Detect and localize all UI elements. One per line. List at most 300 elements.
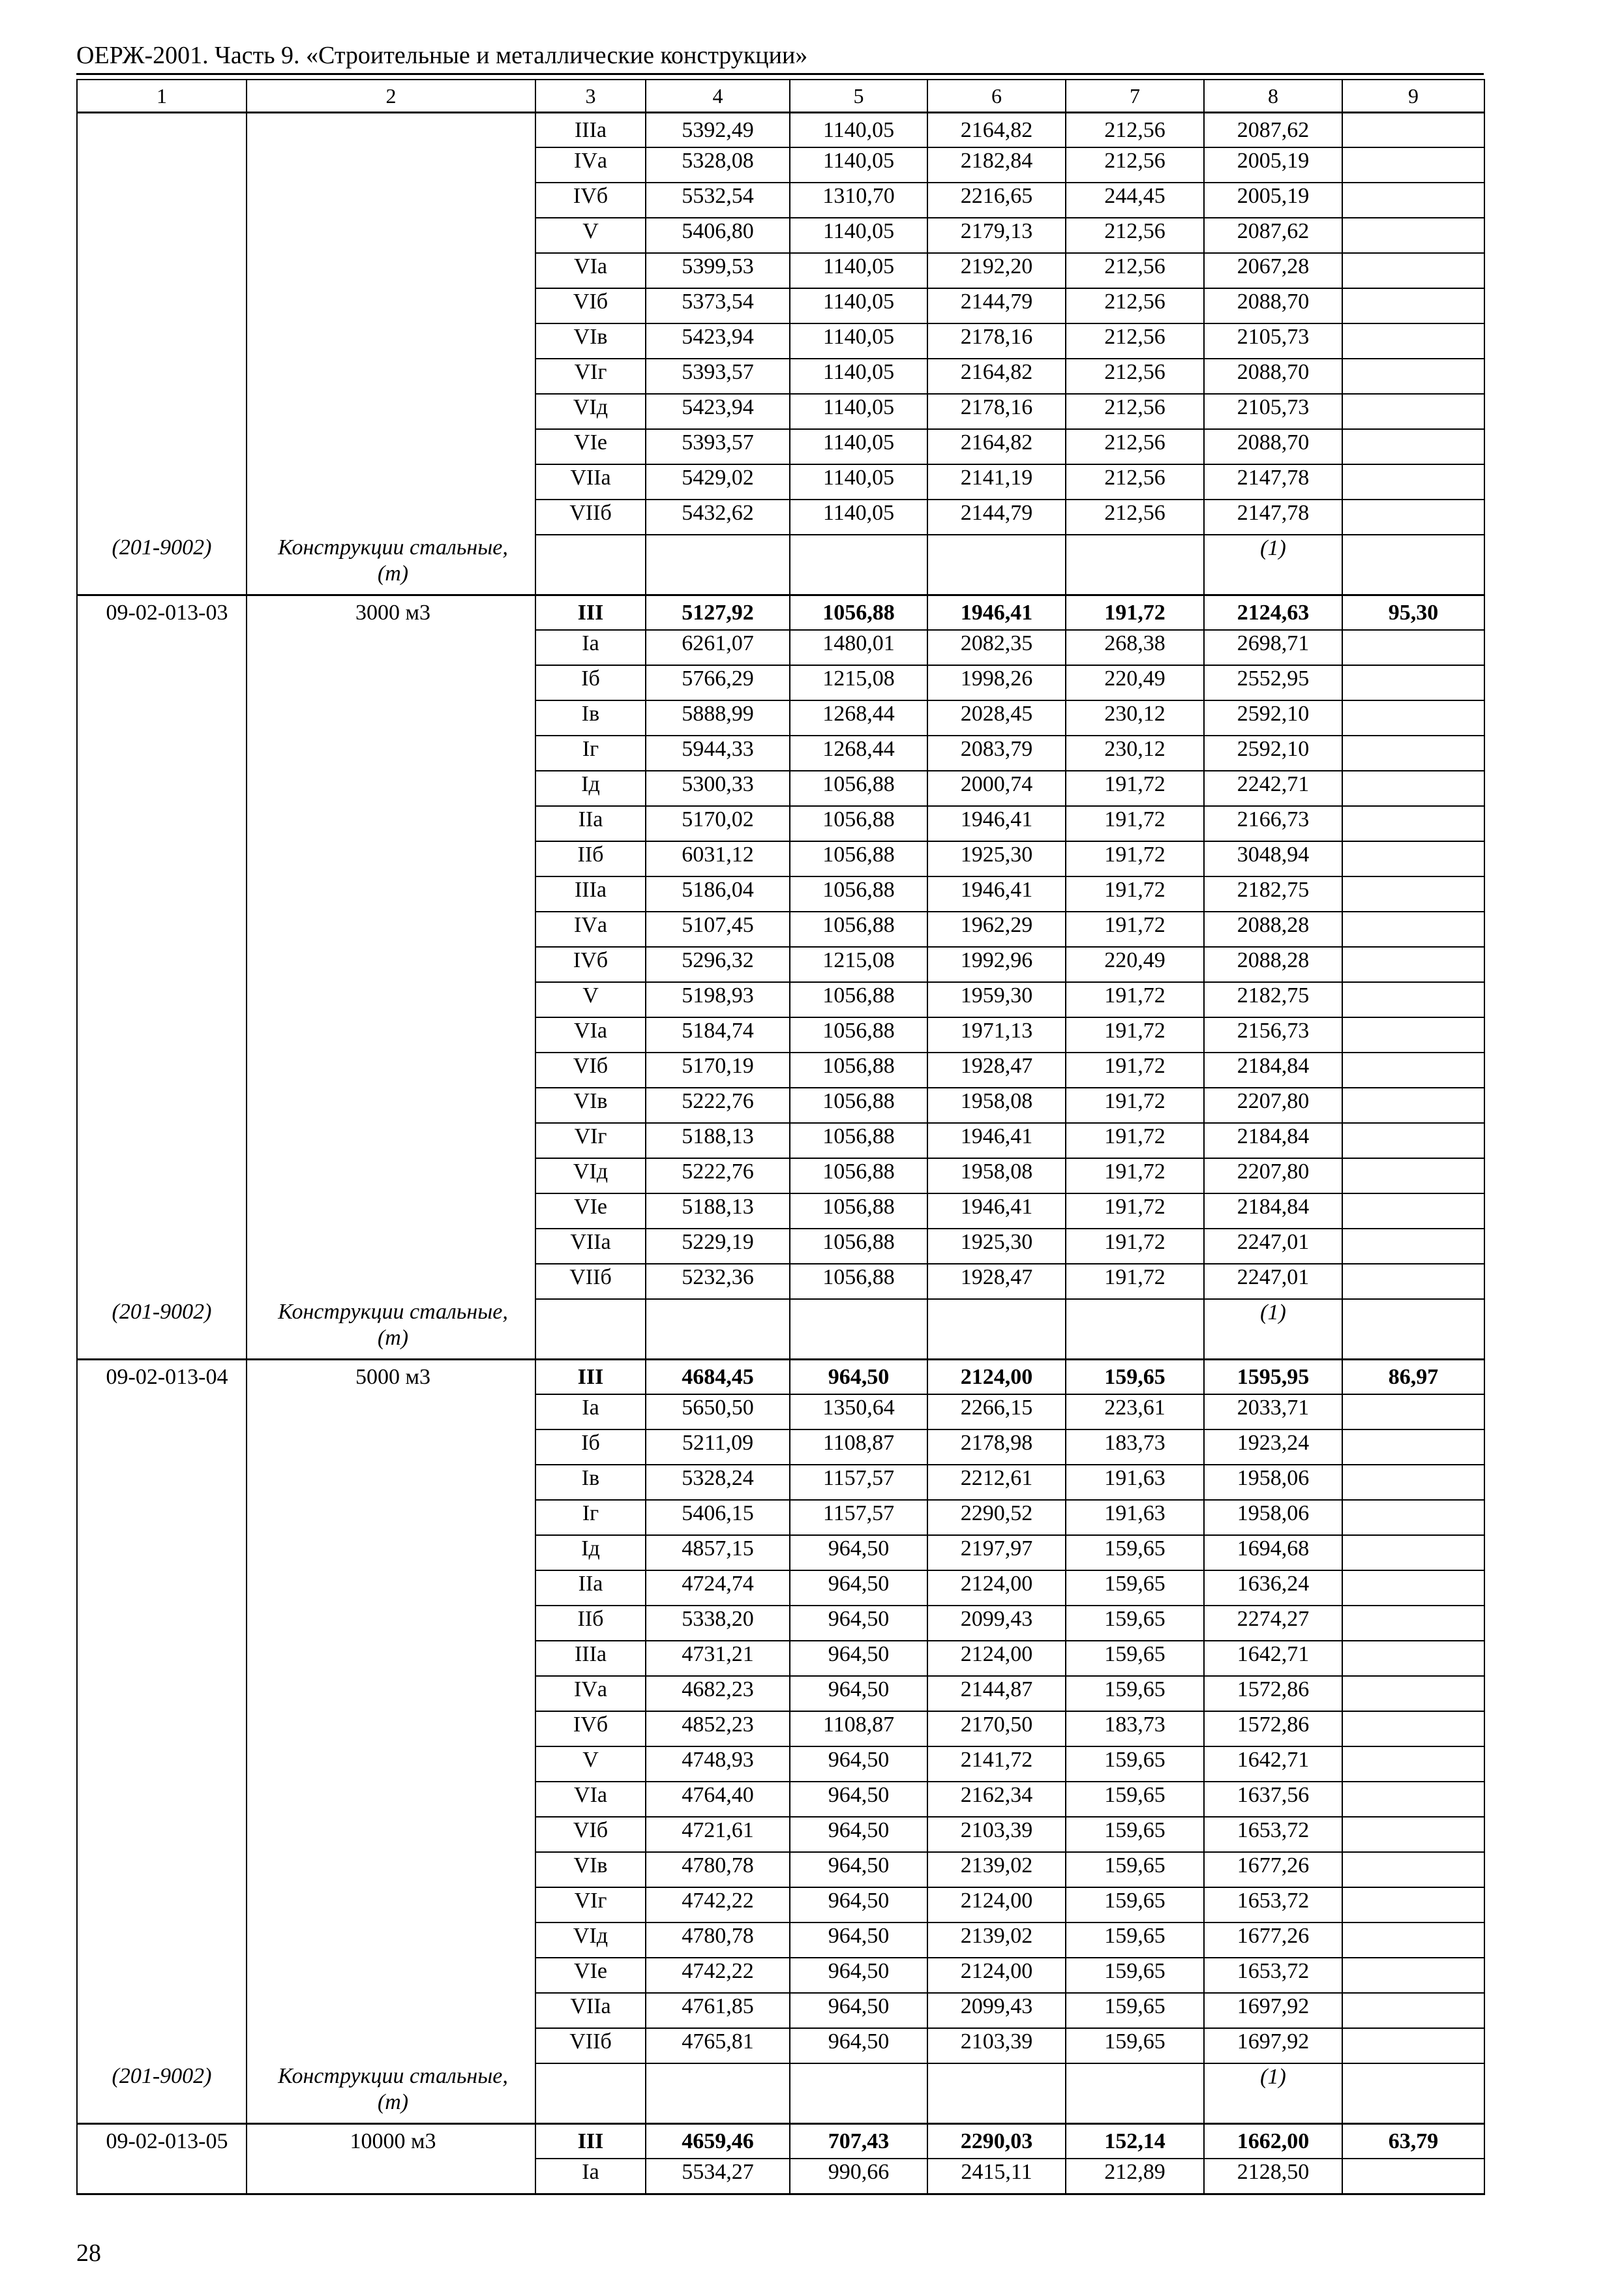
position-name [247,1641,535,1676]
value-cell-text: 1946,41 [960,600,1033,625]
position-code [77,1958,247,1993]
value-cell-text: 212,56 [1104,466,1165,490]
value-cell-text: 191,72 [1104,913,1165,937]
value-cell [1204,1017,1342,1053]
position-code [77,841,247,876]
value-cell [790,1641,927,1676]
zone-code [535,912,646,947]
value-cell [1204,1429,1342,1465]
position-code [77,736,247,771]
value-cell-text: 2592,10 [1237,702,1310,726]
table-row [77,1535,1484,1570]
value-cell-text: 1636,24 [1237,1572,1310,1596]
position-name-text: 5000 м3 [355,1364,430,1389]
value-cell [927,1606,1066,1641]
position-code [77,1500,247,1535]
value-cell [1204,1394,1342,1429]
zone-code-text: VIд [573,395,609,419]
zone-code [535,1711,646,1746]
weight-value [1342,1887,1484,1922]
table-row [77,982,1484,1017]
value-cell-text: 4684,45 [682,1364,754,1389]
table-row [77,665,1484,700]
value-cell [646,2159,790,2194]
value-cell-text: 5432,62 [682,501,754,525]
value-cell [927,2159,1066,2194]
zone-code-text: Iг [582,1501,599,1525]
zone-code [535,736,646,771]
weight-value [1342,1570,1484,1606]
value-cell [790,288,927,323]
value-cell-text: 1595,95 [1237,1364,1310,1389]
value-cell-text: 4742,22 [682,1889,754,1913]
value-cell [1204,147,1342,183]
value-cell [927,359,1066,394]
value-cell [790,1922,927,1958]
position-code [77,218,247,253]
position-name [247,630,535,665]
empty-cell [535,535,646,595]
zone-code [535,1394,646,1429]
value-cell-text: 268,38 [1104,631,1165,655]
value-cell [790,947,927,982]
weight-value [1342,1606,1484,1641]
value-cell [646,1264,790,1299]
position-name [247,2159,535,2194]
table-row [77,2159,1484,2194]
empty-cell [790,2063,927,2123]
value-cell-text: 230,12 [1104,702,1165,726]
value-cell [1204,429,1342,464]
value-cell-text: 2144,79 [960,290,1033,314]
weight-value [1342,2123,1484,2159]
value-cell-text: 964,50 [828,1924,890,1948]
value-cell-text: 2266,15 [960,1396,1033,1420]
value-cell-text: 2124,63 [1237,600,1310,625]
position-code [77,500,247,535]
value-cell-text: 2197,97 [960,1536,1033,1561]
zone-code-text: V [582,1748,599,1772]
position-name [247,1887,535,1922]
value-cell-text: 183,73 [1104,1713,1165,1737]
value-cell-text: 964,50 [828,1364,890,1389]
zone-code-text: IVб [573,184,609,208]
value-cell [927,665,1066,700]
value-cell [927,1193,1066,1229]
position-name [247,394,535,429]
value-cell-text: 6031,12 [682,843,754,867]
value-cell [790,1088,927,1123]
page-number: 28 [76,2239,101,2267]
value-cell-text: 2592,10 [1237,737,1310,761]
value-cell-text: 191,72 [1104,1230,1165,1254]
value-cell-text: 212,56 [1104,430,1165,455]
value-cell [790,2028,927,2063]
value-cell-text: 5211,09 [682,1431,754,1455]
position-code [77,665,247,700]
value-cell [1066,183,1204,218]
value-cell [790,1394,927,1429]
zone-code [535,1158,646,1193]
value-cell-text: 2124,00 [960,1364,1033,1389]
value-cell [646,500,790,535]
empty-cell [927,535,1066,595]
value-cell [1204,1676,1342,1711]
position-code [77,1852,247,1887]
value-cell [927,112,1066,147]
value-cell-text: 159,65 [1104,1994,1165,2018]
value-cell [1204,1641,1342,1676]
value-cell-text: 1157,57 [822,1501,895,1525]
value-cell [790,912,927,947]
value-cell-text: 159,65 [1104,1607,1165,1631]
position-code [77,1782,247,1817]
position-name [247,1817,535,1852]
header-rule [76,73,1484,75]
value-cell-text: 1056,88 [822,913,895,937]
weight-value [1342,841,1484,876]
zone-code [535,288,646,323]
value-cell [1204,394,1342,429]
value-cell-text: 1642,71 [1237,1748,1310,1772]
position-code [77,2159,247,2194]
zone-code-text: VIе [574,1959,607,1983]
value-cell [927,700,1066,736]
value-cell [790,1958,927,1993]
value-cell-text: 1056,88 [822,878,895,902]
value-cell-text: 5186,04 [682,878,754,902]
value-cell-text: 2156,73 [1237,1019,1310,1043]
value-cell [646,1158,790,1193]
value-cell-text: 2164,82 [960,117,1033,142]
zone-code [535,1053,646,1088]
position-name [247,183,535,218]
value-cell [646,1123,790,1158]
value-cell [1066,1958,1204,1993]
zone-code [535,700,646,736]
table-row [77,1958,1484,1993]
value-cell [1204,1359,1342,1394]
value-cell [1204,1229,1342,1264]
table-row [77,183,1484,218]
value-cell-text: 191,72 [1104,843,1165,867]
value-cell-text: 1971,13 [960,1019,1033,1043]
position-name [247,2123,535,2159]
value-cell [790,841,927,876]
position-name [247,982,535,1017]
weight-value [1342,1852,1484,1887]
value-cell [790,359,927,394]
value-cell [927,736,1066,771]
value-cell-text: 191,72 [1104,1019,1165,1043]
position-name [247,147,535,183]
table-row [77,630,1484,665]
zone-code [535,323,646,359]
column-number: 5 [790,80,927,112]
value-cell [927,1817,1066,1852]
position-code-text: 09-02-013-04 [106,1364,228,1389]
value-cell-text: 2207,80 [1237,1089,1310,1113]
value-cell [1066,1088,1204,1123]
value-cell [1204,982,1342,1017]
weight-value [1342,806,1484,841]
value-cell-text: 5296,32 [682,948,754,972]
value-cell [790,806,927,841]
value-cell [646,1570,790,1606]
value-cell-text: 1108,87 [822,1431,895,1455]
column-number: 3 [535,80,646,112]
value-cell-text: 5406,15 [682,1501,754,1525]
table-row [77,2028,1484,2063]
value-cell [1066,1711,1204,1746]
weight-value [1342,1088,1484,1123]
position-code [77,982,247,1017]
empty-cell [927,1299,1066,1359]
position-code [77,1817,247,1852]
value-cell-text: 2147,78 [1237,466,1310,490]
value-cell-text: 2103,39 [960,1818,1033,1842]
zone-code-text: VIб [573,290,609,314]
value-cell [1204,288,1342,323]
position-code [77,912,247,947]
zone-code [535,982,646,1017]
value-cell [646,630,790,665]
value-cell-text: 1056,88 [822,1195,895,1219]
empty-cell [1066,1299,1204,1359]
zone-code [535,2159,646,2194]
value-cell-text: 1056,88 [822,807,895,831]
zone-code [535,1852,646,1887]
table-row [77,464,1484,500]
value-cell [1066,429,1204,464]
resource-qty-text: (1) [1260,536,1286,560]
value-cell-text: 159,65 [1104,1572,1165,1596]
zone-code [535,464,646,500]
value-cell [927,912,1066,947]
table-row [77,1887,1484,1922]
value-cell-text: 4748,93 [682,1748,754,1772]
weight-value [1342,665,1484,700]
table-row [77,947,1484,982]
empty-cell [646,2063,790,2123]
value-cell [646,218,790,253]
value-cell [790,2159,927,2194]
value-cell [1066,630,1204,665]
value-cell [927,1711,1066,1746]
value-cell [1066,1053,1204,1088]
zone-code [535,1500,646,1535]
zone-code-text: VIб [573,1818,609,1842]
zone-code-text: VIв [573,325,608,349]
value-cell [1066,1123,1204,1158]
column-number: 4 [646,80,790,112]
value-cell-text: 191,72 [1104,1159,1165,1184]
position-name [247,1958,535,1993]
value-cell [927,429,1066,464]
value-cell [790,1429,927,1465]
value-cell-text: 1056,88 [822,772,895,796]
position-name [247,1229,535,1264]
value-cell [646,288,790,323]
value-cell [790,665,927,700]
value-cell [646,1958,790,1993]
value-cell [790,771,927,806]
value-cell-text: 1056,88 [822,1054,895,1078]
value-cell-text: 1946,41 [960,1195,1033,1219]
value-cell-text: 5328,08 [682,149,754,173]
resource-note-row [77,535,1484,595]
zone-code [535,1193,646,1229]
empty-cell [927,2063,1066,2123]
value-cell [646,1229,790,1264]
value-cell-text: 2290,52 [960,1501,1033,1525]
value-cell-text: 191,63 [1104,1466,1165,1490]
value-cell [1204,1500,1342,1535]
value-cell-text: 2290,03 [960,2129,1033,2153]
value-cell [1204,2028,1342,2063]
value-cell-text: 1140,05 [822,254,895,278]
zone-code [535,1123,646,1158]
weight-value [1342,1158,1484,1193]
position-code [77,1465,247,1500]
value-cell [646,736,790,771]
column-number: 1 [77,80,247,112]
position-name [247,1088,535,1123]
value-cell [1204,359,1342,394]
position-code [77,147,247,183]
value-cell [646,1817,790,1852]
value-cell-text: 212,56 [1104,149,1165,173]
value-cell-text: 191,63 [1104,1501,1165,1525]
value-cell-text: 2124,00 [960,1959,1033,1983]
value-cell [927,218,1066,253]
position-code [77,183,247,218]
value-cell-text: 2179,13 [960,219,1033,243]
value-cell [1204,1535,1342,1570]
value-cell [1066,1993,1204,2028]
value-cell-text: 1108,87 [822,1713,895,1737]
resource-name [247,535,535,595]
table-row [77,1158,1484,1193]
position-code [77,1676,247,1711]
value-cell-text: 152,14 [1104,2129,1165,2153]
value-cell [927,2028,1066,2063]
value-cell [927,1158,1066,1193]
value-cell [927,1570,1066,1606]
value-cell [1066,464,1204,500]
zone-code [535,394,646,429]
position-code [77,1570,247,1606]
value-cell-text: 2216,65 [960,184,1033,208]
value-cell [1204,323,1342,359]
position-name [247,1123,535,1158]
table-row [77,771,1484,806]
position-name [247,736,535,771]
table-row [77,288,1484,323]
zone-code [535,1676,646,1711]
value-cell-text: 964,50 [828,1959,890,1983]
column-number-row [77,80,1484,112]
weight-value-text: 63,79 [1388,2129,1439,2153]
weight-value [1342,2159,1484,2194]
value-cell [1204,253,1342,288]
zone-code-text: VIг [574,1124,607,1148]
zone-code [535,806,646,841]
weight-value [1342,218,1484,253]
weight-value [1342,1264,1484,1299]
value-cell-text: 964,50 [828,1642,890,1666]
value-cell [1066,2159,1204,2194]
value-cell [790,1676,927,1711]
resource-name-line1: Конструкции стальные, [278,535,508,560]
value-cell-text: 1056,88 [822,1265,895,1289]
weight-value [1342,147,1484,183]
position-name [247,1746,535,1782]
zone-code-text: Iа [582,1396,599,1420]
value-cell [646,665,790,700]
value-cell [790,1053,927,1088]
page-header: ОЕРЖ-2001. Часть 9. «Строительные и металлические конструкции» [76,42,808,69]
position-name [247,323,535,359]
position-name [247,253,535,288]
value-cell-text: 4731,21 [682,1642,754,1666]
value-cell [927,1229,1066,1264]
value-cell [1066,912,1204,947]
value-cell-text: 5393,57 [682,360,754,384]
value-cell-text: 212,56 [1104,219,1165,243]
value-cell [1204,1193,1342,1229]
table-row [77,1229,1484,1264]
value-cell [1066,1429,1204,1465]
value-cell [790,323,927,359]
column-number: 9 [1342,80,1484,112]
value-cell [927,1123,1066,1158]
weight-value [1342,323,1484,359]
value-cell [790,1264,927,1299]
resource-qty [1204,1299,1342,1359]
zone-code-text: IVб [573,1713,609,1737]
table-row [77,1817,1484,1852]
zone-code [535,947,646,982]
value-cell [927,1958,1066,1993]
table-row [77,147,1484,183]
value-cell [1066,1852,1204,1887]
weight-value [1342,1922,1484,1958]
value-cell [646,841,790,876]
resource-note-row [77,2063,1484,2123]
position-name [247,595,535,630]
value-cell-text: 5429,02 [682,466,754,490]
zone-code [535,1993,646,2028]
value-cell [927,1429,1066,1465]
value-cell [1204,912,1342,947]
table-row [77,1264,1484,1299]
position-name [247,429,535,464]
zone-code-text: VIв [573,1089,608,1113]
value-cell-text: 212,56 [1104,325,1165,349]
value-cell [646,1746,790,1782]
value-cell-text: 1350,64 [822,1396,895,1420]
table-row [77,1123,1484,1158]
zone-code [535,1229,646,1264]
value-cell-text: 964,50 [828,1748,890,1772]
zone-code [535,218,646,253]
value-cell-text: 5229,19 [682,1230,754,1254]
zone-code [535,1429,646,1465]
value-cell-text: 191,72 [1104,1124,1165,1148]
position-code [77,1641,247,1676]
zone-code [535,630,646,665]
